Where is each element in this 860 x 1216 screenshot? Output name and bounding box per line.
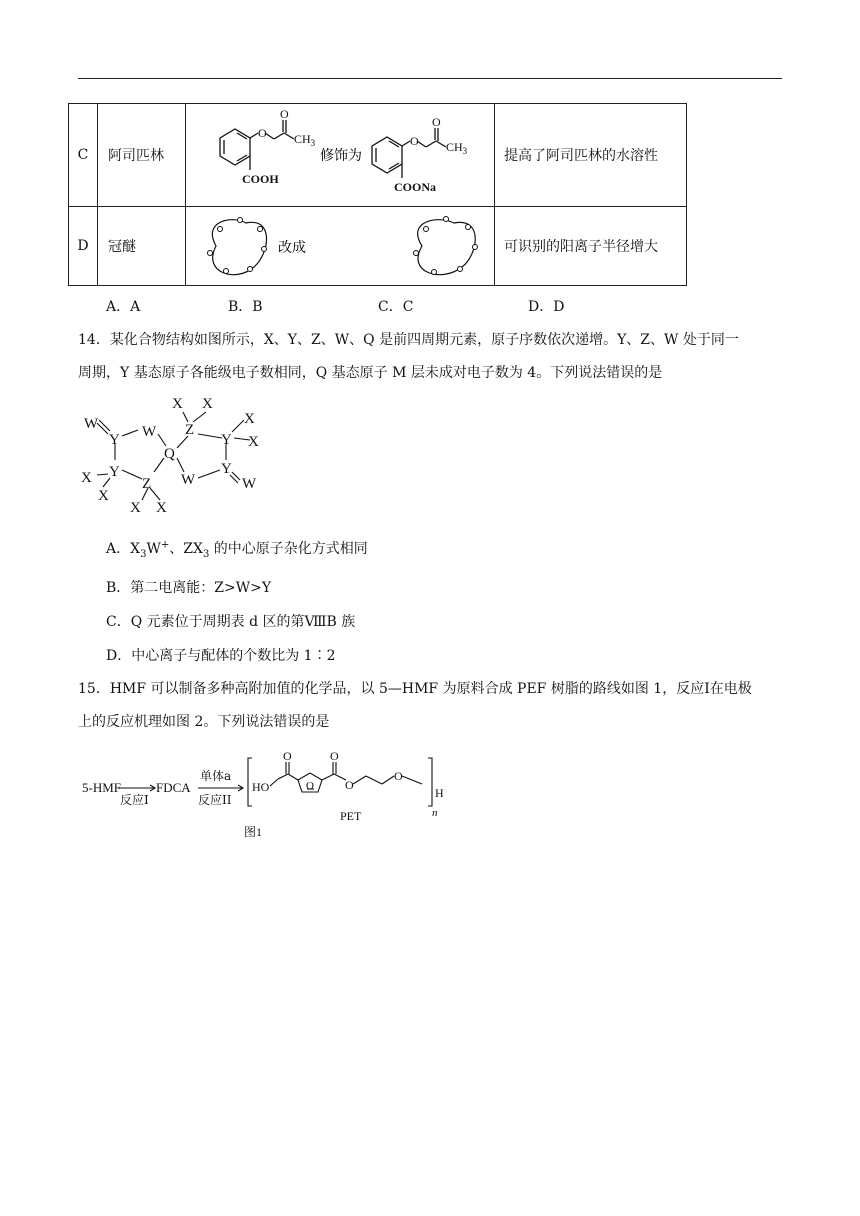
intermediate-label: FDCA xyxy=(156,780,191,795)
z-label: Z xyxy=(185,422,195,438)
q14-option-c[interactable]: C．Q 元素位于周期表 d 区的第ⅧB 族 xyxy=(106,614,356,630)
w-label: W xyxy=(142,424,157,440)
carbonyl-o-label: O xyxy=(330,749,339,763)
figure-caption: 图1 xyxy=(244,825,263,839)
hydroxyl-label: HO xyxy=(252,780,270,794)
q-center-label: Q xyxy=(164,446,175,462)
table-row-c xyxy=(69,104,687,207)
y-label: Y xyxy=(109,432,120,448)
repeat-n-label: n xyxy=(432,807,438,819)
ester-o-label: O xyxy=(345,778,354,792)
aspirin-modification-figure xyxy=(186,104,494,206)
methyl-label: $CH_3$ xyxy=(294,132,316,148)
reaction1-label: 反应I xyxy=(120,793,149,807)
header-rule xyxy=(78,78,782,79)
y-label: Y xyxy=(221,432,232,448)
ether-o-label: O xyxy=(394,769,403,783)
reaction2-label: 反应II xyxy=(198,793,232,807)
x-label: X xyxy=(130,500,141,516)
carboxyl-label: COOH xyxy=(242,172,279,186)
option-a[interactable]: A．A xyxy=(106,299,141,315)
carbonyl-o-label: O xyxy=(283,749,292,763)
furan-o-label: O xyxy=(306,780,314,792)
ester-oxygen-label-right: O xyxy=(410,134,419,148)
start-compound-label: 5-HMF xyxy=(82,780,122,795)
terminal-h-label: H xyxy=(435,786,444,800)
table-row-d xyxy=(69,207,687,286)
q15-synthesis-scheme xyxy=(78,744,458,844)
monomer-label: 单体a xyxy=(200,769,232,783)
x-label: X xyxy=(244,411,255,427)
x-label: X xyxy=(172,396,183,412)
row-effect: 可识别的阳离子半径增大 xyxy=(495,207,687,286)
methyl-label-right: $CH_3$ xyxy=(446,140,468,156)
x-label: X xyxy=(248,434,259,450)
w-label: W xyxy=(84,416,99,432)
q14-option-a[interactable]: A．$X_3W^+$、$ZX_3$ 的中心原子杂化方式相同 xyxy=(106,539,368,560)
carbonyl-oxygen-label-right: O xyxy=(432,115,441,129)
x-label: X xyxy=(156,500,167,516)
modification-cell xyxy=(186,104,495,207)
w-label: W xyxy=(242,476,257,492)
option-d[interactable]: D．D xyxy=(528,299,565,315)
options-table xyxy=(68,103,687,286)
modification-connector: 改成 xyxy=(278,240,306,256)
x-label: X xyxy=(98,488,109,504)
option-c[interactable]: C．C xyxy=(378,299,414,315)
carboxylate-label: COONa xyxy=(394,180,436,194)
w-label: W xyxy=(181,472,196,488)
x-label: X xyxy=(202,396,213,412)
row-letter: C xyxy=(69,104,98,207)
q14-option-b[interactable]: B．第二电离能：Z>W>Y xyxy=(106,580,272,596)
carbonyl-oxygen-label: O xyxy=(280,107,289,121)
q15-stem-line1: 15．HMF 可以制备多种高附加值的化学品，以 5—HMF 为原料合成 PEF 树脂的路线如图 1，反应Ⅰ在电极 xyxy=(78,681,752,697)
z-label: Z xyxy=(142,476,152,492)
option-b[interactable]: B．B xyxy=(228,299,263,315)
modification-cell xyxy=(186,207,495,286)
q14-stem-line1: 14．某化合物结构如图所示，X、Y、Z、W、Q 是前四周期元素，原子序数依次递增。Y、Z、W 处于同一 xyxy=(78,332,739,348)
ester-oxygen-label: O xyxy=(258,126,267,140)
row-letter: D xyxy=(69,207,98,286)
q15-stem-line2: 上的反应机理如图 2。下列说法错误的是 xyxy=(78,714,330,730)
q14-complex-structure xyxy=(78,392,278,518)
y-label: Y xyxy=(221,461,232,477)
polymer-name-label: PET xyxy=(340,809,362,823)
row-name: 冠醚 xyxy=(98,207,186,286)
crown-ether-figure xyxy=(186,207,494,285)
x-label: X xyxy=(81,470,92,486)
modification-connector: 修饰为 xyxy=(320,148,362,164)
row-effect: 提高了阿司匹林的水溶性 xyxy=(495,104,687,207)
q14-option-d[interactable]: D．中心离子与配体的个数比为 1∶2 xyxy=(106,648,336,664)
row-name: 阿司匹林 xyxy=(98,104,186,207)
y-label: Y xyxy=(109,464,120,480)
q14-stem-line2: 周期，Y 基态原子各能级电子数相同，Q 基态原子 M 层未成对电子数为 4。下列说法错误的是 xyxy=(78,365,663,381)
